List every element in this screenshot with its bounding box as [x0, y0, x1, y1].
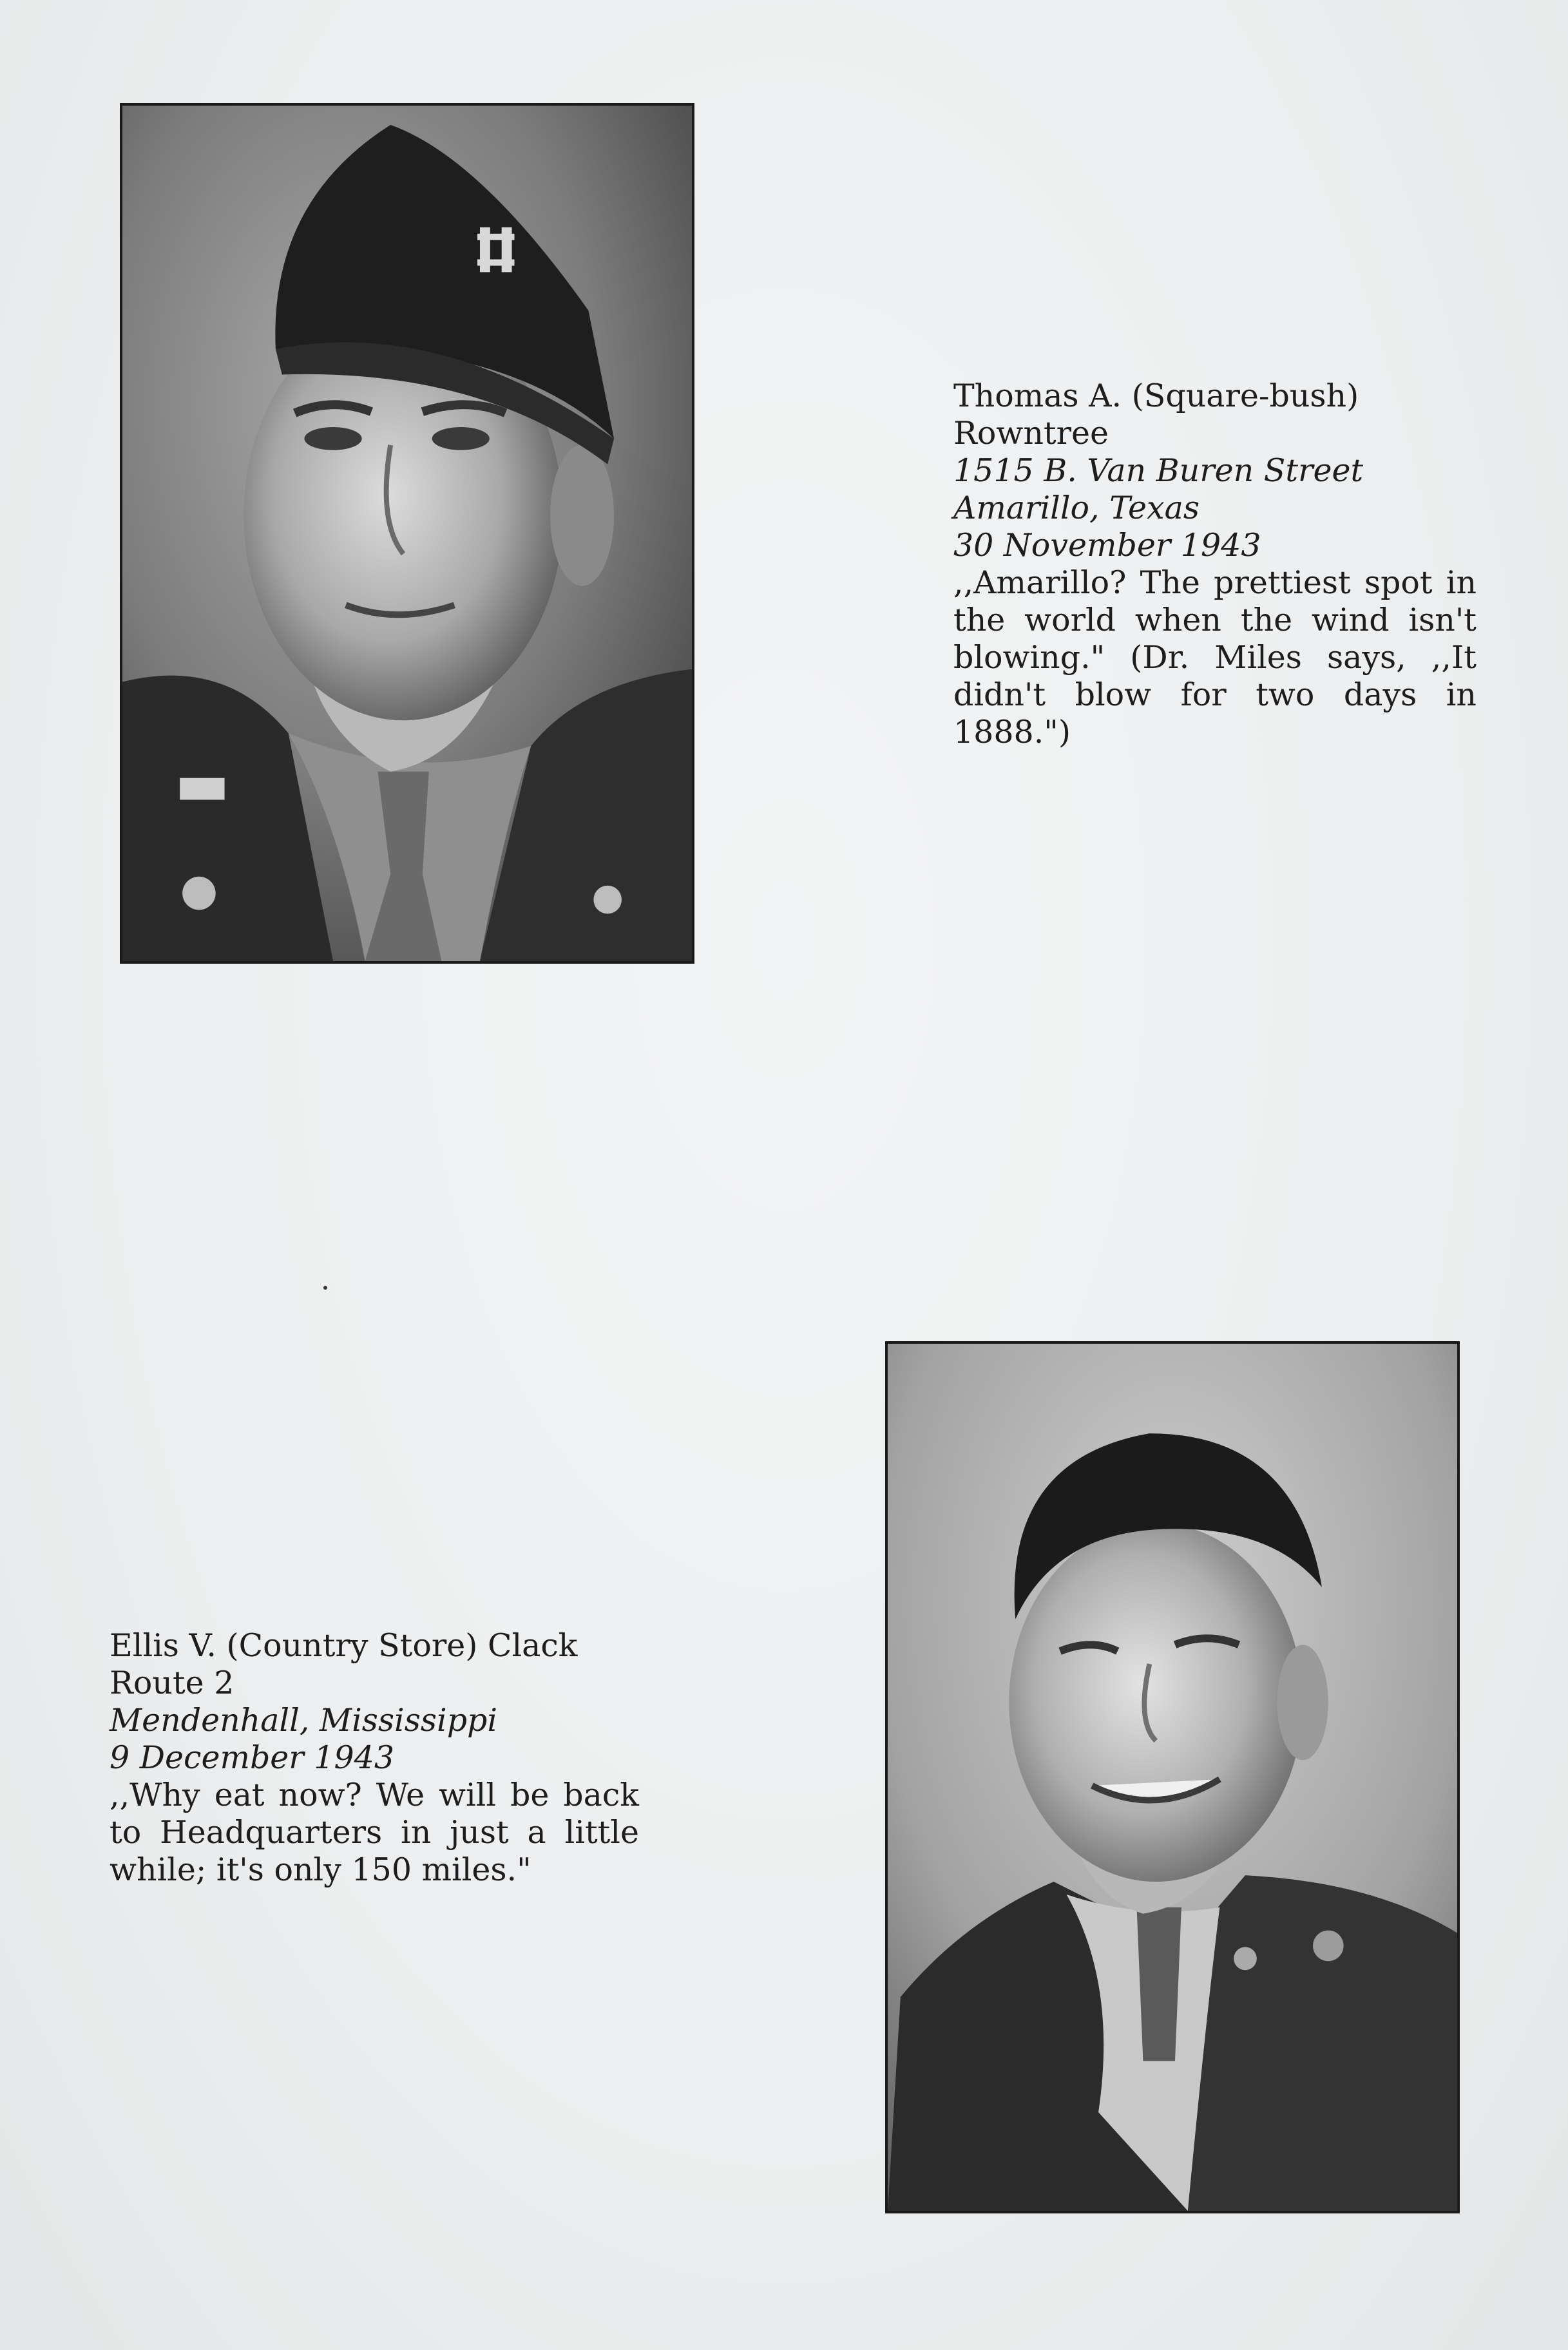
quote: ,,Amarillo? The prettiest spot in the world when the wind isn't blowing." (Dr. Miles says, ,,It didn't blow for two days in 1888.")	[953, 564, 1477, 750]
city-state: Mendenhall, Mississippi	[110, 1702, 498, 1739]
bio-clack	[110, 1627, 644, 1889]
street-address: 1515 B. Van Buren Street	[953, 452, 1364, 489]
date: 30 November 1943	[953, 527, 1261, 564]
quote: ,,Why eat now? We will be back to Headquarters in just a little while; it's only 150 miles."	[110, 1777, 639, 1888]
date: 9 December 1943	[110, 1739, 395, 1776]
paper-speck	[323, 1286, 327, 1290]
name-line: Ellis V. (Country Store) Clack	[110, 1627, 578, 1664]
city-state: Amarillo, Texas	[953, 490, 1200, 526]
surname-line: Rowntree	[953, 415, 1109, 452]
name-line: Thomas A. (Square-bush)	[953, 377, 1359, 414]
route-line: Route 2	[110, 1665, 234, 1701]
portrait-clack	[885, 1341, 1460, 2213]
bio-rowntree	[953, 377, 1482, 751]
portrait-rowntree	[120, 103, 694, 964]
